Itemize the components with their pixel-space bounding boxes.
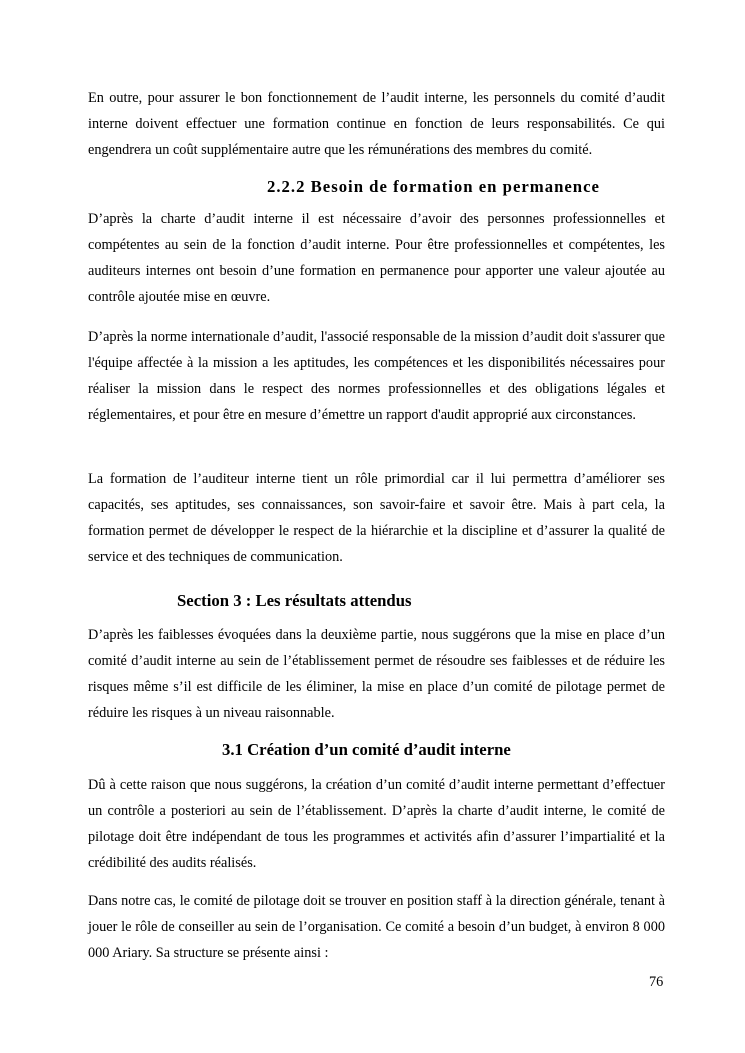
heading-section-3: Section 3 : Les résultats attendus — [177, 591, 412, 610]
paragraph-formation-continue: En outre, pour assurer le bon fonctionnement de l’audit interne, les personnels du comité d’audit interne doivent effectuer une formation continue en fonction de leurs responsabilités. Ce qui engendrera un coût supplémentaire autre que les rémunérations des membres du comité. — [88, 90, 665, 158]
heading-3-1: 3.1 Création d’un comité d’audit interne — [222, 740, 511, 759]
paragraph-role-formation: La formation de l’auditeur interne tient un rôle primordial car il lui permettra d’améliorer ses capacités, ses aptitudes, ses connaissances, son savoir-faire et savoir être. Mais à part cela, la formation permet de développer le respect de la hiérarchie et la discipline et d’assurer la qualité de service et des techniques de communication. — [88, 471, 665, 565]
paragraph-charte-audit: D’après la charte d’audit interne il est nécessaire d’avoir des personnes professionnelles et compétentes au sein de la fonction d’audit interne. Pour être professionnelles et compétentes, les auditeurs internes ont besoin d’une formation en permanence pour apporter une valeur ajoutée au contrôle ajoutée mise en œuvre. — [88, 211, 665, 305]
paragraph-faiblesses: D’après les faiblesses évoquées dans la deuxième partie, nous suggérons que la mise en place d’un comité d’audit interne au sein de l’établissement permet de résoudre ses faiblesses et de réduire les risques même s’il est difficile de les éliminer, la mise en place d’un comité de pilotage permet de réduire les risques à un niveau raisonnable. — [88, 627, 665, 721]
paragraph-creation-comite: Dû à cette raison que nous suggérons, la création d’un comité d’audit interne permettant d’effectuer un contrôle a posteriori au sein de l’établissement. D’après la charte d’audit interne, le comité de pilotage doit être indépendant de tous les programmes et activités afin d’assurer l’impartialité et la crédibilité des audits réalisés. — [88, 777, 665, 871]
paragraph-position-staff: Dans notre cas, le comité de pilotage doit se trouver en position staff à la direction générale, tenant à jouer le rôle de conseiller au sein de l’organisation. Ce comité a besoin d’un budget, à environ 8 000 000 Ariary. Sa structure se présente ainsi : — [88, 893, 665, 961]
paragraph-norme-internationale: D’après la norme internationale d’audit, l'associé responsable de la mission d’audit doit s'assurer que l'équipe affectée à la mission a les aptitudes, les compétences et les disponibilités nécessaires pour réaliser la mission dans le respect des normes professionnelles et des obligations légales et réglementaires, et pour être en mesure d’émettre un rapport d'audit approprié aux circonstances. — [88, 329, 665, 423]
heading-2-2-2: 2.2.2 Besoin de formation en permanence — [267, 177, 600, 196]
page-number: 76 — [649, 974, 664, 990]
